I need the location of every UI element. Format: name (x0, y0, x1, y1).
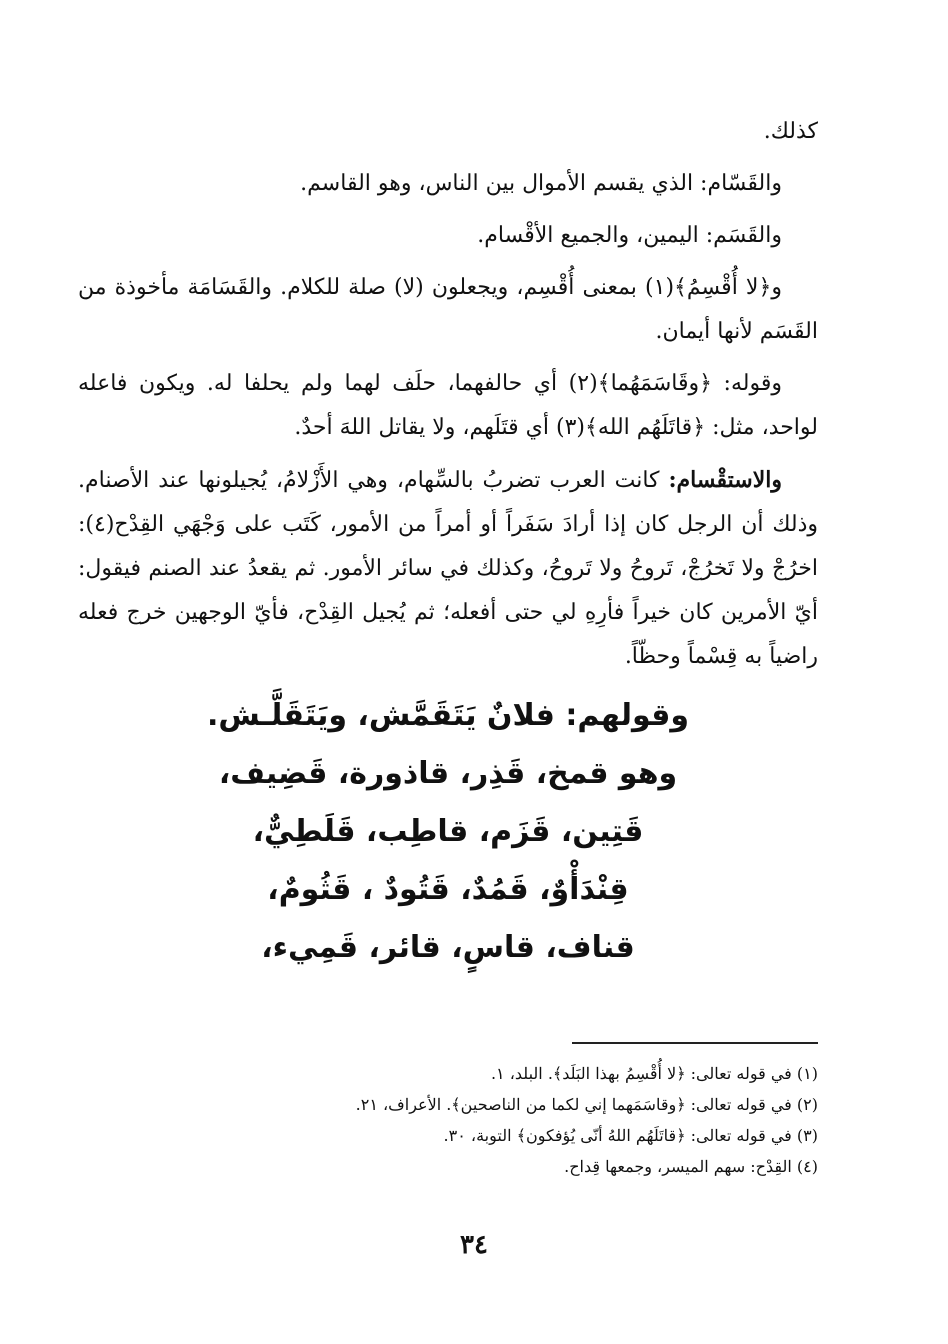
footnote: (٤) القِدْح: سهم الميسر، وجمعها قِداح. (564, 1157, 818, 1176)
istiqsam-text: كانت العرب تضربُ بالسِّهام، وهي الأَزْلامُ، يُجيلونها عند الأصنام. وذلك أن الرجل كان إذا أرادَ سَفَراً أو أمراً من الأمور، كَتَب على وَجْهَي القِدْح(٤): اخرُجْ ولا تَخرُجْ، تَروحُ ولا تَروحُ، وكذلك في سائر الأمور. ثم يقعدُ عند الصنم فيقول: أيّ الأمرين كان خيراً فأرِهِ لي حتى أفعله؛ ثم يُجيل القِدْح، فأيّ الوجهين خرج فعله راضياً به قِسْماً وحظّاً. (78, 468, 818, 669)
poem-line: قِنْدَأْوٌ، قَمُدٌ، قَتُودٌ ، قَثُومٌ، (267, 872, 629, 907)
poem-line: وقولهم: فلانٌ يَتَقَمَّش، ويَتَقَلَّـش. (206, 698, 690, 733)
poem-line: قَتِين، قَزَم، قاطِب، قَلَطِيٌّ، (252, 814, 644, 849)
poem-block (78, 687, 818, 977)
paragraph-qassam: والقَسّام: الذي يقسم الأموال بين الناس، وهو القاسم. (300, 171, 782, 196)
poem-line: وهو قمخ، قَذِر، قاذورة، قَضِيف، (218, 756, 678, 791)
istiqsam-term: والاستقْسام: (668, 467, 782, 493)
paragraph-istiqsam (78, 458, 818, 679)
paragraph-la-uqsim: و﴿لا أُقْسِمُ﴾(١) بمعنى أُقْسِم، ويجعلون (لا) صلة للكلام. والقَسَامَة مأخوذة من القَسَم لأنها أيمان. (78, 275, 818, 344)
paragraph-qasamahuma: وقوله: ﴿وقَاسَمَهُما﴾(٢) أي حالفهما، حلَف لهما ولم يحلفا له. ويكون فاعله لواحد، مثل: ﴿قاتَلَهُم الله﴾(٣) أي قتَلَهم، ولا يقاتل اللهَ أحدٌ. (78, 371, 818, 440)
poem-line: قناف، قاسٍ، قائر، قَمِيء، (261, 930, 635, 965)
footnote-divider (572, 1042, 818, 1044)
paragraph-qasam: والقَسَم: اليمين، والجميع الأقْسام. (477, 223, 782, 248)
paragraph-kadhalik: كذلك. (763, 119, 818, 144)
page-body (78, 110, 818, 977)
footnote: (١) في قوله تعالى: ﴿لا أُقْسِمُ بهذا البَلَد﴾. البلد، ١. (490, 1064, 818, 1083)
footnotes (78, 1058, 818, 1182)
footnote: (٣) في قوله تعالى: ﴿قاتَلَهُم اللهُ أنّى يُؤفكون﴾ التوبة، ٣٠. (443, 1126, 818, 1145)
footnote: (٢) في قوله تعالى: ﴿وقاسَمَهما إني لكما من الناصحين﴾. الأعراف، ٢١. (355, 1095, 818, 1114)
page-number: ٣٤ (460, 1230, 488, 1260)
